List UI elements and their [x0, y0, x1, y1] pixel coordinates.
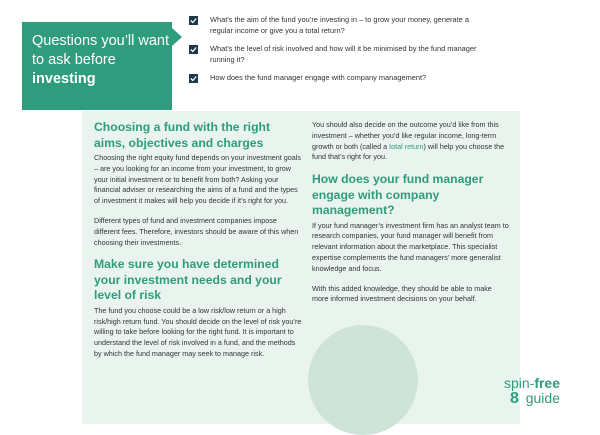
question-text: How does the fund manager engage with company management?	[210, 73, 427, 82]
text-segment: ) will help you choose the fund that’s right for you.	[312, 141, 505, 162]
callout-line-2: to ask before	[32, 52, 116, 68]
heading-fund-manager-engagement: How does your fund manager engage with company management?	[312, 172, 484, 218]
page-number: 8	[510, 390, 519, 407]
question-item	[180, 72, 480, 83]
callout-line-3: investing	[32, 71, 96, 87]
callout-line-1: Questions you’ll want	[32, 33, 170, 49]
heading-investment-needs: Make sure you have determined your investment needs and your level of risk	[94, 257, 282, 303]
decorative-circle	[308, 325, 418, 435]
question-text: What’s the aim of the fund you’re investing in – to grow your money, generate a regular income or give you a total return?	[210, 15, 469, 35]
text-segment: You should also decide on the outcome you’d like from this investment – whether you’d like regular income, long-term growth or both (called a	[312, 120, 499, 151]
paragraph: With this added knowledge, they should be able to make more informed investment decisions on your behalf.	[312, 283, 492, 304]
question-item	[180, 14, 480, 36]
logo-free: free	[534, 375, 560, 391]
heading-choosing-fund: Choosing a fund with the right aims, objectives and charges	[94, 120, 271, 150]
checkbox-tick-icon	[189, 16, 198, 25]
question-item	[180, 43, 480, 65]
callout-text	[32, 32, 172, 89]
checkbox-tick-icon	[189, 45, 198, 54]
left-column	[94, 120, 302, 369]
total-return-highlight: total return	[389, 141, 424, 151]
paragraph: If your fund manager’s investment firm has an analyst team to research companies, your fund manager will benefit from relevant information about the marketplace. This specialist expertise complements the fund managers’ more generalist knowledge and focus.	[312, 220, 509, 273]
paragraph-outcome	[312, 120, 510, 163]
right-column	[312, 120, 510, 314]
paragraph: Choosing the right equity fund depends on your investment goals – are you looking for an income from your investment, to grow your initial investment or to benefit from both? Asking your financial adviser or researching the aims of a fund and the types of investment it makes will help you decide if it’s right for you.	[94, 153, 301, 206]
paragraph: The fund you choose could be a low risk/low return or a high risk/high return fund. You should decide on the level of risk you’re willing to take before looking for the right fund. It is important to understand the level of risk involved in a fund, and the methods by which the fund manager may seek to manage risk.	[94, 305, 302, 359]
logo-guide: guide	[525, 390, 560, 406]
spin-free-guide-logo	[494, 374, 566, 420]
callout-bubble	[22, 22, 172, 110]
question-text: What’s the level of risk involved and how will it be minimised by the fund manager running it?	[210, 44, 477, 64]
logo-line-1	[504, 376, 560, 390]
paragraph: Different types of fund and investment companies impose different fees. Therefore, investors should be aware of this when choosing their investments.	[94, 215, 299, 247]
logo-spin: spin-	[503, 375, 535, 391]
checkbox-tick-icon	[189, 74, 198, 83]
question-list	[180, 14, 480, 90]
